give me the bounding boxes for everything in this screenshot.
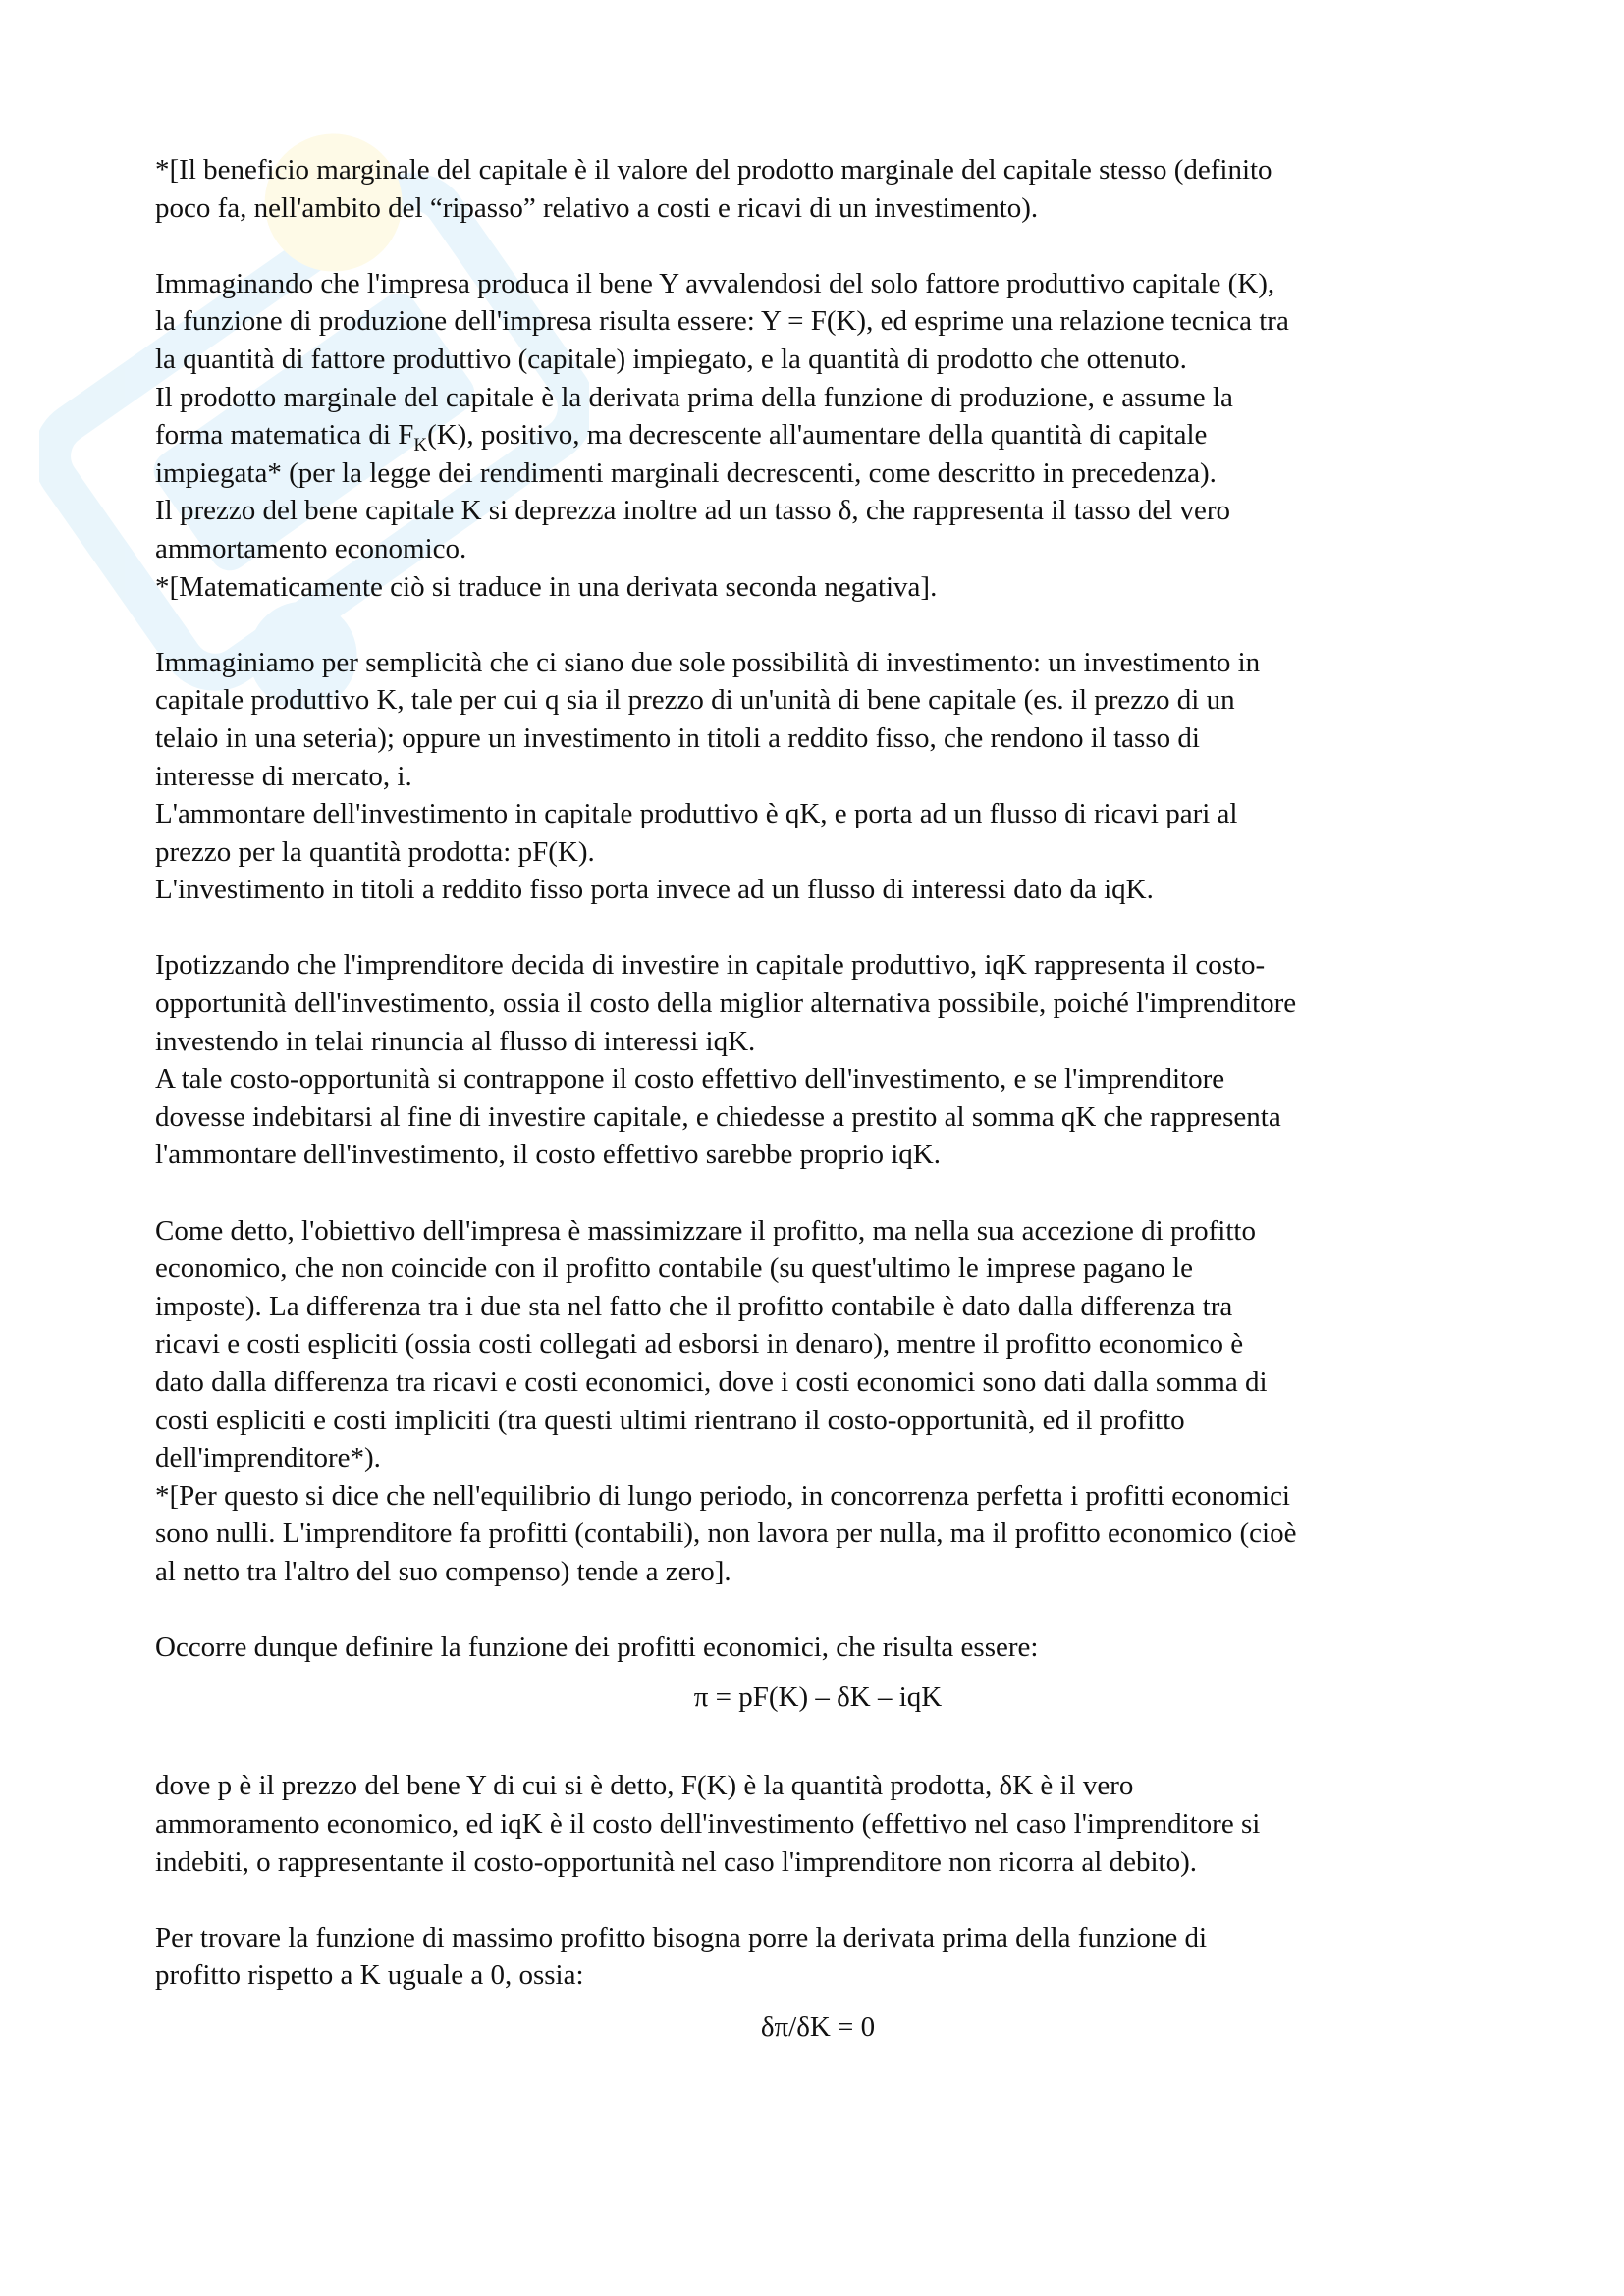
text-line: Per trovare la funzione di massimo profitto bisogna porre la derivata prima della funzione di (155, 1921, 1208, 1953)
text-line: dato dalla differenza tra ricavi e costi economici, dove i costi economici sono dati dalla somma di (155, 1366, 1268, 1398)
text-line: Ipotizzando che l'imprenditore decida di investire in capitale produttivo, iqK rappresenta il costo- (155, 949, 1266, 982)
text-line-with-subscript (155, 416, 1481, 454)
paragraph-definizioni-termini (155, 1767, 1481, 1881)
text-line: L'ammontare dell'investimento in capitale produttivo è qK, e porta ad un flusso di ricavi pari al (155, 798, 1238, 830)
text-line: A tale costo-opportunità si contrappone il costo effettivo dell'investimento, e se l'imprenditore (155, 1063, 1225, 1095)
text-line: la funzione di produzione dell'impresa risulta essere: Y = F(K), ed esprime una relazione tecnica tra (155, 305, 1289, 338)
text-line: capitale produttivo K, tale per cui q sia il prezzo di un'unità di bene capitale (es. il prezzo di un (155, 684, 1235, 717)
text-line: Immaginiamo per semplicità che ci siano due sole possibilità di investimento: un investimento in (155, 646, 1261, 678)
text-line: dell'imprenditore*). (155, 1442, 381, 1474)
text-line: opportunità dell'investimento, ossia il costo della miglior alternativa possibile, poiché l'imprenditore (155, 988, 1297, 1020)
text-line: dove p è il prezzo del bene Y di cui si è detto, F(K) è la quantità prodotta, δK è il vero (155, 1770, 1134, 1802)
document-body (155, 151, 1481, 2084)
paragraph-massimo-profitto (155, 1919, 1481, 1995)
text-line: investendo in telai rinuncia al flusso di interessi iqK. (155, 1025, 756, 1057)
formula-first-order-condition: δπ/δK = 0 (760, 2010, 876, 2043)
text-line: Come detto, l'obiettivo dell'impresa è massimizzare il profitto, ma nella sua accezione di profitto (155, 1214, 1256, 1247)
text-line: sono nulli. L'imprenditore fa profitti (contabili), non lavora per nulla, ma il profitto economico (cioè (155, 1518, 1297, 1550)
formula-profit-function: π = pF(K) – δK – iqK (693, 1681, 943, 1713)
text-fragment: (K), positivo, ma decrescente all'aumentare della quantità di capitale (427, 419, 1208, 452)
paragraph-possibilita-investimento (155, 644, 1481, 909)
text-line: l'ammontare dell'investimento, il costo effettivo sarebbe proprio iqK. (155, 1139, 941, 1171)
text-line: *[Per questo si dice che nell'equilibrio di lungo periodo, in concorrenza perfetta i profitti economici (155, 1479, 1290, 1512)
subscript-k: K (413, 434, 428, 455)
text-line: ricavi e costi espliciti (ossia costi collegati ad esborsi in denaro), mentre il profitto economico è (155, 1328, 1244, 1361)
text-line: Immaginando che l'impresa produca il bene Y avvalendosi del solo fattore produttivo capitale (K), (155, 267, 1275, 299)
text-line: ammortamento economico. (155, 532, 467, 564)
text-line: *[Matematicamente ciò si traduce in una derivata seconda negativa]. (155, 570, 938, 603)
text-line: indebiti, o rappresentante il costo-opportunità nel caso l'imprenditore non ricorra al debito). (155, 1845, 1197, 1878)
text-line: Il prezzo del bene capitale K si deprezza inoltre ad un tasso δ, che rappresenta il tasso del vero (155, 495, 1231, 527)
paragraph-costo-opportunita (155, 946, 1481, 1174)
text-line: telaio in una seteria); oppure un investimento in titoli a reddito fisso, che rendono il tasso di (155, 721, 1200, 754)
text-line: al netto tra l'altro del suo compenso) tende a zero]. (155, 1555, 731, 1587)
text-line: impiegata* (per la legge dei rendimenti marginali decrescenti, come descritto in precedenza). (155, 456, 1217, 489)
text-line: imposte). La differenza tra i due sta nel fatto che il profitto contabile è dato dalla differenza tra (155, 1290, 1233, 1322)
paragraph-profitto-economico (155, 1212, 1481, 1591)
text-line: Il prodotto marginale del capitale è la derivata prima della funzione di produzione, e assume la (155, 381, 1233, 413)
text-line: poco fa, nell'ambito del “ripasso” relativo a costi e ricavi di un investimento). (155, 191, 1039, 224)
text-line: la quantità di fattore produttivo (capitale) impiegato, e la quantità di prodotto che ottenuto. (155, 343, 1187, 375)
text-line: costi espliciti e costi impliciti (tra questi ultimi rientrano il costo-opportunità, ed il profitto (155, 1404, 1185, 1436)
text-line: profitto rispetto a K uguale a 0, ossia: (155, 1959, 584, 1992)
text-fragment: forma matematica di F (155, 419, 414, 452)
paragraph-beneficio-marginale (155, 151, 1481, 227)
text-line: ammoramento economico, ed iqK è il costo dell'investimento (effettivo nel caso l'imprenditore si (155, 1807, 1261, 1840)
text-line: Occorre dunque definire la funzione dei profitti economici, che risulta essere: (155, 1631, 1039, 1664)
paragraph-funzione-profitti (155, 1629, 1481, 1667)
text-line: dovesse indebitarsi al fine di investire capitale, e chiedesse a prestito al somma qK che rappresenta (155, 1100, 1281, 1133)
text-line: economico, che non coincide con il profitto contabile (su quest'ultimo le imprese pagano le (155, 1253, 1193, 1285)
text-line: interesse di mercato, i. (155, 760, 412, 792)
paragraph-funzione-produzione (155, 265, 1481, 606)
text-line: *[Il beneficio marginale del capitale è il valore del prodotto marginale del capitale stesso (definito (155, 154, 1272, 186)
text-line: L'investimento in titoli a reddito fisso porta invece ad un flusso di interessi dato da iqK. (155, 874, 1154, 906)
text-line: prezzo per la quantità prodotta: pF(K). (155, 835, 595, 868)
